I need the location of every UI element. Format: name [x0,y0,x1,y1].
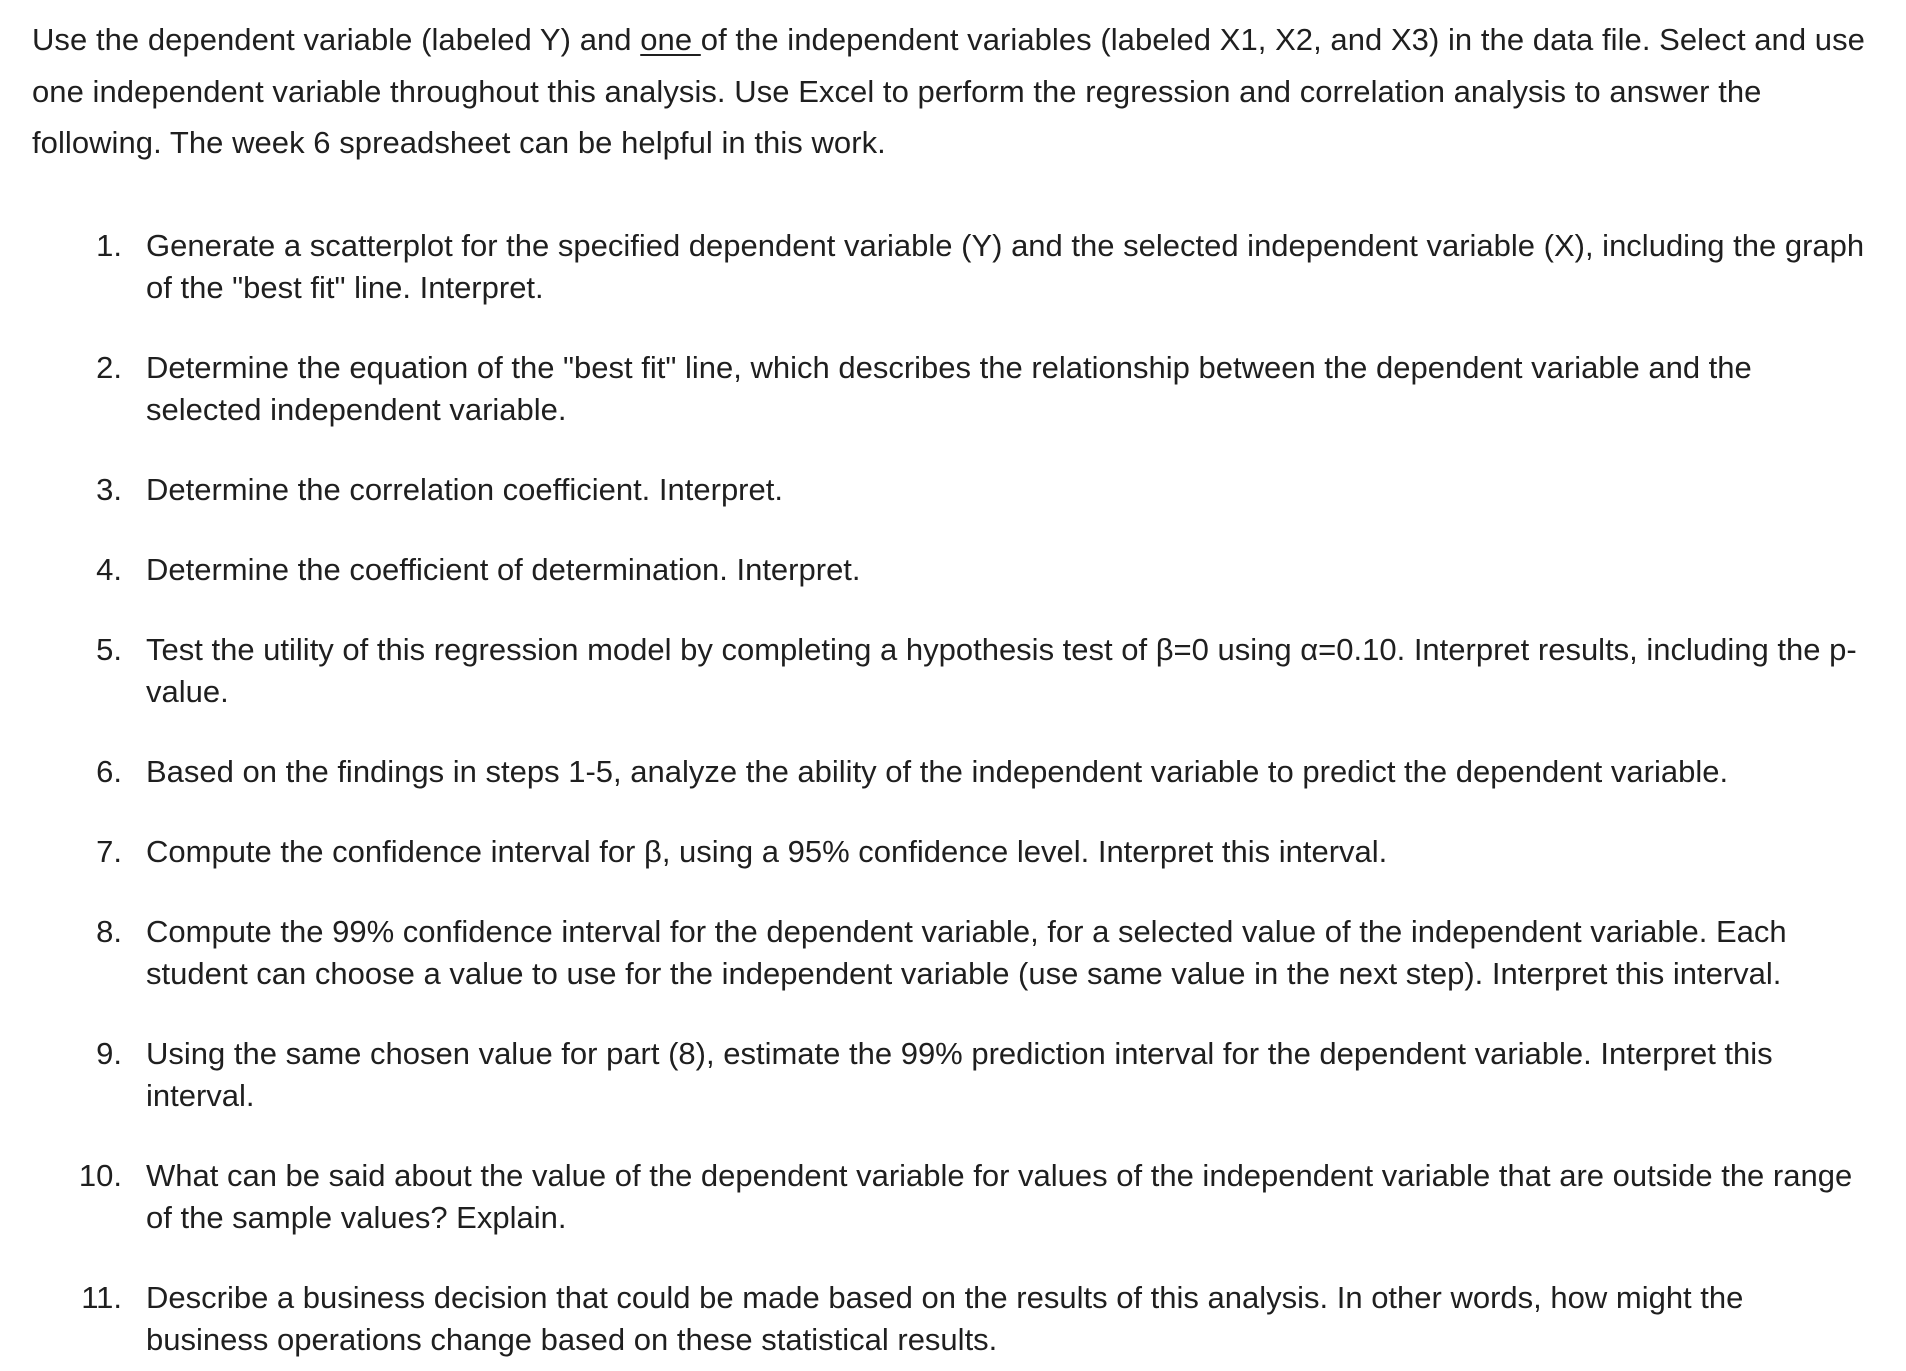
task-item [32,347,1866,431]
task-item [32,751,1866,793]
task-list [32,225,1866,1361]
intro-text-start: Use the dependent variable (labeled Y) and [32,22,641,57]
task-text: Determine the coefficient of determination. Interpret. [146,551,861,587]
intro-paragraph [32,14,1866,169]
task-number: 8. [96,913,122,949]
task-text: Determine the equation of the "best fit" line, which describes the relationship between the dependent variable and the selected independent variable. [146,349,1752,427]
task-number: 10. [78,1157,122,1193]
task-text: Compute the 99% confidence interval for the dependent variable, for a selected value of the independent variable. Each student can choose a value to use for the independent variable (use same value in the next step). Interpret this interval. [146,913,1787,991]
intro-text-end: of the independent variables (labeled X1, X2, and X3) in the data file. Select and use one independent variable throughout this analysis. Use Excel to perform the regression and correlation analysis to answer the following. The week 6 spreadsheet can be helpful in this work. [32,22,1865,160]
task-item [32,1277,1866,1361]
task-text: Compute the confidence interval for β, using a 95% confidence level. Interpret this interval. [146,833,1388,869]
task-number: 3. [96,471,122,507]
task-number: 1. [96,227,122,263]
task-text: Describe a business decision that could be made based on the results of this analysis. In other words, how might the business operations change based on these statistical results. [146,1279,1744,1357]
task-item [32,549,1866,591]
task-text: Using the same chosen value for part (8), estimate the 99% prediction interval for the dependent variable. Interpret this interval. [146,1035,1773,1113]
task-item [32,911,1866,995]
task-item [32,831,1866,873]
task-item [32,469,1866,511]
task-text: Test the utility of this regression model by completing a hypothesis test of β=0 using α=0.10. Interpret results, including the p-value. [146,631,1857,709]
task-item [32,1033,1866,1117]
task-item [32,1155,1866,1239]
task-number: 7. [96,833,122,869]
task-number: 5. [96,631,122,667]
task-number: 2. [96,349,122,385]
task-text: Determine the correlation coefficient. Interpret. [146,471,783,507]
task-item [32,225,1866,309]
task-text: Based on the findings in steps 1-5, analyze the ability of the independent variable to predict the dependent variable. [146,753,1729,789]
intro-emphasis-one: one [640,22,701,57]
task-text: What can be said about the value of the dependent variable for values of the independent variable that are outside the range of the sample values? Explain. [146,1157,1853,1235]
task-number: 4. [96,551,122,587]
task-number: 11. [81,1279,122,1315]
task-item [32,629,1866,713]
task-text: Generate a scatterplot for the specified dependent variable (Y) and the selected independent variable (X), including the graph of the "best fit" line. Interpret. [146,227,1865,305]
task-number: 9. [96,1035,122,1071]
task-number: 6. [96,753,122,789]
